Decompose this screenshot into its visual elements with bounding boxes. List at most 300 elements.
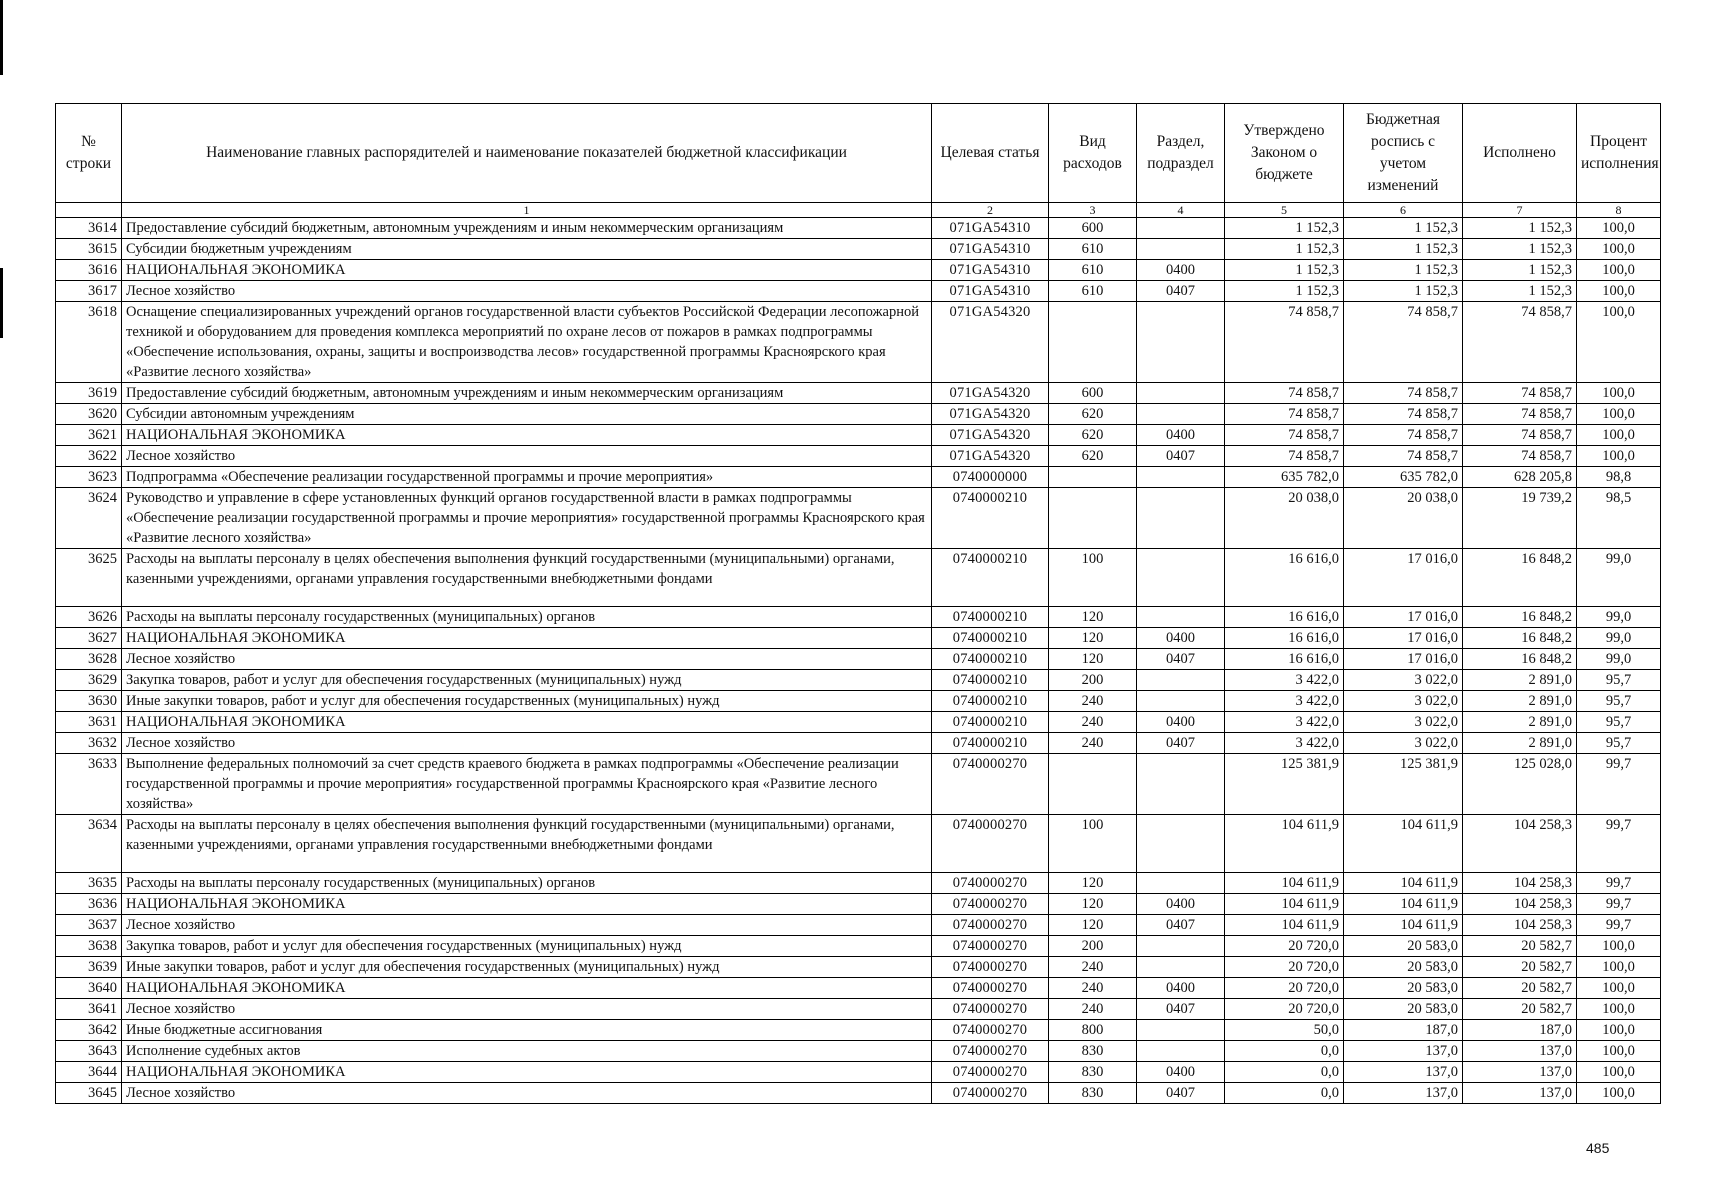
percent-cell: 98,8 xyxy=(1577,467,1661,488)
budget-execution-table xyxy=(55,103,1661,1104)
expense-type-cell: 600 xyxy=(1049,218,1137,239)
budget-amount-cell: 104 611,9 xyxy=(1344,873,1463,894)
budget-amount-cell: 20 583,0 xyxy=(1344,978,1463,999)
executed-amount-cell: 1 152,3 xyxy=(1463,218,1577,239)
table-row xyxy=(56,302,1661,383)
row-name-cell: Лесное хозяйство xyxy=(122,281,932,302)
percent-cell: 100,0 xyxy=(1577,260,1661,281)
executed-amount-cell: 74 858,7 xyxy=(1463,425,1577,446)
table-row xyxy=(56,607,1661,628)
expense-type-cell: 240 xyxy=(1049,712,1137,733)
budget-amount-cell: 137,0 xyxy=(1344,1041,1463,1062)
executed-amount-cell: 104 258,3 xyxy=(1463,894,1577,915)
section-cell xyxy=(1137,488,1225,549)
section-cell: 0400 xyxy=(1137,628,1225,649)
table-body xyxy=(56,218,1661,1104)
target-article-cell: 0740000270 xyxy=(932,1041,1049,1062)
expense-type-cell xyxy=(1049,488,1137,549)
table-row xyxy=(56,754,1661,815)
target-article-cell: 0740000270 xyxy=(932,957,1049,978)
executed-amount-cell: 74 858,7 xyxy=(1463,383,1577,404)
budget-amount-cell: 3 022,0 xyxy=(1344,670,1463,691)
expense-type-cell: 240 xyxy=(1049,957,1137,978)
budget-amount-cell: 74 858,7 xyxy=(1344,383,1463,404)
executed-amount-cell: 16 848,2 xyxy=(1463,628,1577,649)
executed-amount-cell: 187,0 xyxy=(1463,1020,1577,1041)
expense-type-cell: 830 xyxy=(1049,1041,1137,1062)
target-article-cell: 0740000210 xyxy=(932,691,1049,712)
target-article-cell: 0740000210 xyxy=(932,670,1049,691)
budget-amount-cell: 20 583,0 xyxy=(1344,936,1463,957)
executed-amount-cell: 2 891,0 xyxy=(1463,733,1577,754)
executed-amount-cell: 628 205,8 xyxy=(1463,467,1577,488)
row-number-cell: 3629 xyxy=(56,670,122,691)
table-row xyxy=(56,425,1661,446)
expense-type-cell: 120 xyxy=(1049,649,1137,670)
executed-amount-cell: 16 848,2 xyxy=(1463,549,1577,607)
table-row xyxy=(56,446,1661,467)
executed-amount-cell: 74 858,7 xyxy=(1463,302,1577,383)
budget-amount-cell: 3 022,0 xyxy=(1344,691,1463,712)
col-header-executed: Исполнено xyxy=(1463,104,1577,203)
section-cell xyxy=(1137,302,1225,383)
expense-type-cell: 800 xyxy=(1049,1020,1137,1041)
row-name-cell: НАЦИОНАЛЬНАЯ ЭКОНОМИКА xyxy=(122,978,932,999)
approved-amount-cell: 125 381,9 xyxy=(1225,754,1344,815)
section-cell: 0407 xyxy=(1137,649,1225,670)
row-number-cell: 3616 xyxy=(56,260,122,281)
expense-type-cell: 120 xyxy=(1049,873,1137,894)
table-row xyxy=(56,628,1661,649)
column-number-row xyxy=(56,203,1661,218)
table-row xyxy=(56,978,1661,999)
budget-amount-cell: 17 016,0 xyxy=(1344,628,1463,649)
row-name-cell: Предоставление субсидий бюджетным, автономным учреждениям и иным некоммерческим организациям xyxy=(122,218,932,239)
section-cell: 0407 xyxy=(1137,915,1225,936)
target-article-cell: 071GA54320 xyxy=(932,446,1049,467)
expense-type-cell: 120 xyxy=(1049,628,1137,649)
row-number-cell: 3628 xyxy=(56,649,122,670)
table-row xyxy=(56,670,1661,691)
target-article-cell: 071GA54310 xyxy=(932,239,1049,260)
expense-type-cell: 240 xyxy=(1049,978,1137,999)
budget-amount-cell: 17 016,0 xyxy=(1344,607,1463,628)
percent-cell: 95,7 xyxy=(1577,712,1661,733)
percent-cell: 100,0 xyxy=(1577,999,1661,1020)
approved-amount-cell: 20 720,0 xyxy=(1225,978,1344,999)
section-cell: 0407 xyxy=(1137,281,1225,302)
approved-amount-cell: 74 858,7 xyxy=(1225,302,1344,383)
row-number-cell: 3634 xyxy=(56,815,122,873)
row-number-cell: 3617 xyxy=(56,281,122,302)
table-row xyxy=(56,1062,1661,1083)
percent-cell: 100,0 xyxy=(1577,1020,1661,1041)
row-name-cell: Подпрограмма «Обеспечение реализации государственной программы и прочие мероприятия» xyxy=(122,467,932,488)
approved-amount-cell: 20 720,0 xyxy=(1225,936,1344,957)
approved-amount-cell: 0,0 xyxy=(1225,1083,1344,1104)
percent-cell: 99,0 xyxy=(1577,607,1661,628)
expense-type-cell: 610 xyxy=(1049,239,1137,260)
section-cell xyxy=(1137,218,1225,239)
executed-amount-cell: 1 152,3 xyxy=(1463,260,1577,281)
section-cell xyxy=(1137,936,1225,957)
percent-cell: 100,0 xyxy=(1577,218,1661,239)
row-name-cell: Закупка товаров, работ и услуг для обеспечения государственных (муниципальных) нужд xyxy=(122,936,932,957)
executed-amount-cell: 104 258,3 xyxy=(1463,815,1577,873)
percent-cell: 100,0 xyxy=(1577,1062,1661,1083)
column-number: 3 xyxy=(1049,203,1137,218)
row-number-cell: 3644 xyxy=(56,1062,122,1083)
row-number-cell: 3635 xyxy=(56,873,122,894)
row-number-cell: 3621 xyxy=(56,425,122,446)
table-row xyxy=(56,733,1661,754)
target-article-cell: 0740000210 xyxy=(932,488,1049,549)
table-row xyxy=(56,649,1661,670)
budget-amount-cell: 3 022,0 xyxy=(1344,712,1463,733)
expense-type-cell: 620 xyxy=(1049,425,1137,446)
percent-cell: 95,7 xyxy=(1577,691,1661,712)
page-number: 485 xyxy=(1586,1140,1610,1156)
section-cell: 0400 xyxy=(1137,894,1225,915)
target-article-cell: 071GA54310 xyxy=(932,281,1049,302)
section-cell xyxy=(1137,670,1225,691)
expense-type-cell: 620 xyxy=(1049,446,1137,467)
row-name-cell: Оснащение специализированных учреждений органов государственной власти субъектов Российской Федерации лесопожарной техникой и оборудованием для проведения комплекса мероприятий по охране лесов от пожаров в рамках подпрограммы «Обеспечение использования, охраны, защиты и воспроизводства лесов» государственной программы Красноярского края «Развитие лесного хозяйства» xyxy=(122,302,932,383)
table-row xyxy=(56,1041,1661,1062)
percent-cell: 100,0 xyxy=(1577,978,1661,999)
row-name-cell: Предоставление субсидий бюджетным, автономным учреждениям и иным некоммерческим организациям xyxy=(122,383,932,404)
table-row xyxy=(56,488,1661,549)
col-header-row-number: № строки xyxy=(56,104,122,203)
expense-type-cell: 100 xyxy=(1049,815,1137,873)
expense-type-cell: 620 xyxy=(1049,404,1137,425)
expense-type-cell: 830 xyxy=(1049,1062,1137,1083)
target-article-cell: 071GA54320 xyxy=(932,425,1049,446)
table-row xyxy=(56,936,1661,957)
row-number-cell: 3641 xyxy=(56,999,122,1020)
target-article-cell: 0740000270 xyxy=(932,999,1049,1020)
section-cell: 0407 xyxy=(1137,446,1225,467)
target-article-cell: 0740000210 xyxy=(932,712,1049,733)
percent-cell: 99,7 xyxy=(1577,815,1661,873)
target-article-cell: 071GA54310 xyxy=(932,218,1049,239)
target-article-cell: 071GA54320 xyxy=(932,404,1049,425)
section-cell: 0400 xyxy=(1137,1062,1225,1083)
budget-amount-cell: 1 152,3 xyxy=(1344,281,1463,302)
table-row xyxy=(56,957,1661,978)
approved-amount-cell: 74 858,7 xyxy=(1225,404,1344,425)
budget-amount-cell: 104 611,9 xyxy=(1344,894,1463,915)
executed-amount-cell: 20 582,7 xyxy=(1463,978,1577,999)
column-number: 4 xyxy=(1137,203,1225,218)
row-name-cell: Субсидии автономным учреждениям xyxy=(122,404,932,425)
percent-cell: 99,7 xyxy=(1577,915,1661,936)
target-article-cell: 0740000270 xyxy=(932,1020,1049,1041)
expense-type-cell: 610 xyxy=(1049,260,1137,281)
row-number-cell: 3626 xyxy=(56,607,122,628)
col-header-approved: Утверждено Законом о бюджете xyxy=(1225,104,1344,203)
row-number-cell: 3633 xyxy=(56,754,122,815)
budget-amount-cell: 1 152,3 xyxy=(1344,218,1463,239)
row-name-cell: Расходы на выплаты персоналу государственных (муниципальных) органов xyxy=(122,873,932,894)
row-name-cell: НАЦИОНАЛЬНАЯ ЭКОНОМИКА xyxy=(122,425,932,446)
approved-amount-cell: 74 858,7 xyxy=(1225,383,1344,404)
table-row xyxy=(56,1020,1661,1041)
table-row xyxy=(56,549,1661,607)
section-cell: 0400 xyxy=(1137,425,1225,446)
row-name-cell: НАЦИОНАЛЬНАЯ ЭКОНОМИКА xyxy=(122,1062,932,1083)
percent-cell: 100,0 xyxy=(1577,1041,1661,1062)
target-article-cell: 0740000210 xyxy=(932,549,1049,607)
executed-amount-cell: 125 028,0 xyxy=(1463,754,1577,815)
executed-amount-cell: 2 891,0 xyxy=(1463,670,1577,691)
section-cell xyxy=(1137,1041,1225,1062)
approved-amount-cell: 16 616,0 xyxy=(1225,628,1344,649)
row-name-cell: Иные закупки товаров, работ и услуг для обеспечения государственных (муниципальных) нужд xyxy=(122,957,932,978)
expense-type-cell: 200 xyxy=(1049,670,1137,691)
budget-amount-cell: 17 016,0 xyxy=(1344,649,1463,670)
approved-amount-cell: 16 616,0 xyxy=(1225,607,1344,628)
table-row xyxy=(56,999,1661,1020)
approved-amount-cell: 20 038,0 xyxy=(1225,488,1344,549)
target-article-cell: 0740000270 xyxy=(932,978,1049,999)
table-row xyxy=(56,281,1661,302)
executed-amount-cell: 16 848,2 xyxy=(1463,649,1577,670)
approved-amount-cell: 1 152,3 xyxy=(1225,239,1344,260)
column-number: 1 xyxy=(122,203,932,218)
expense-type-cell xyxy=(1049,467,1137,488)
budget-amount-cell: 125 381,9 xyxy=(1344,754,1463,815)
col-header-expense-type: Вид расходов xyxy=(1049,104,1137,203)
row-name-cell: Лесное хозяйство xyxy=(122,1083,932,1104)
row-name-cell: Иные закупки товаров, работ и услуг для обеспечения государственных (муниципальных) нужд xyxy=(122,691,932,712)
row-number-cell: 3637 xyxy=(56,915,122,936)
percent-cell: 98,5 xyxy=(1577,488,1661,549)
row-number-cell: 3624 xyxy=(56,488,122,549)
executed-amount-cell: 2 891,0 xyxy=(1463,712,1577,733)
table-row xyxy=(56,815,1661,873)
row-number-cell: 3632 xyxy=(56,733,122,754)
target-article-cell: 0740000210 xyxy=(932,649,1049,670)
column-number: 5 xyxy=(1225,203,1344,218)
col-header-name: Наименование главных распорядителей и наименование показателей бюджетной классификации xyxy=(122,104,932,203)
scan-edge-mark xyxy=(0,268,3,338)
expense-type-cell: 610 xyxy=(1049,281,1137,302)
target-article-cell: 0740000210 xyxy=(932,733,1049,754)
percent-cell: 100,0 xyxy=(1577,957,1661,978)
expense-type-cell: 240 xyxy=(1049,691,1137,712)
col-header-target-article: Целевая статья xyxy=(932,104,1049,203)
approved-amount-cell: 1 152,3 xyxy=(1225,218,1344,239)
percent-cell: 95,7 xyxy=(1577,733,1661,754)
row-name-cell: НАЦИОНАЛЬНАЯ ЭКОНОМИКА xyxy=(122,712,932,733)
column-number: 2 xyxy=(932,203,1049,218)
approved-amount-cell: 0,0 xyxy=(1225,1041,1344,1062)
target-article-cell: 0740000270 xyxy=(932,873,1049,894)
section-cell xyxy=(1137,383,1225,404)
section-cell xyxy=(1137,1020,1225,1041)
budget-amount-cell: 104 611,9 xyxy=(1344,915,1463,936)
expense-type-cell: 120 xyxy=(1049,607,1137,628)
executed-amount-cell: 104 258,3 xyxy=(1463,873,1577,894)
approved-amount-cell: 20 720,0 xyxy=(1225,999,1344,1020)
percent-cell: 100,0 xyxy=(1577,936,1661,957)
scan-edge-mark xyxy=(0,0,3,75)
executed-amount-cell: 20 582,7 xyxy=(1463,957,1577,978)
percent-cell: 100,0 xyxy=(1577,302,1661,383)
section-cell xyxy=(1137,691,1225,712)
approved-amount-cell: 104 611,9 xyxy=(1225,894,1344,915)
table-row xyxy=(56,915,1661,936)
budget-amount-cell: 74 858,7 xyxy=(1344,302,1463,383)
budget-amount-cell: 74 858,7 xyxy=(1344,404,1463,425)
table-row xyxy=(56,383,1661,404)
executed-amount-cell: 20 582,7 xyxy=(1463,999,1577,1020)
approved-amount-cell: 16 616,0 xyxy=(1225,549,1344,607)
executed-amount-cell: 16 848,2 xyxy=(1463,607,1577,628)
budget-amount-cell: 3 022,0 xyxy=(1344,733,1463,754)
budget-amount-cell: 187,0 xyxy=(1344,1020,1463,1041)
executed-amount-cell: 137,0 xyxy=(1463,1041,1577,1062)
expense-type-cell: 100 xyxy=(1049,549,1137,607)
budget-amount-cell: 74 858,7 xyxy=(1344,425,1463,446)
approved-amount-cell: 1 152,3 xyxy=(1225,281,1344,302)
section-cell xyxy=(1137,239,1225,260)
row-number-cell: 3638 xyxy=(56,936,122,957)
section-cell xyxy=(1137,815,1225,873)
target-article-cell: 0740000270 xyxy=(932,1083,1049,1104)
expense-type-cell: 600 xyxy=(1049,383,1137,404)
row-number-cell: 3645 xyxy=(56,1083,122,1104)
row-name-cell: Лесное хозяйство xyxy=(122,915,932,936)
row-name-cell: Субсидии бюджетным учреждениям xyxy=(122,239,932,260)
row-name-cell: Лесное хозяйство xyxy=(122,733,932,754)
expense-type-cell: 240 xyxy=(1049,999,1137,1020)
percent-cell: 99,0 xyxy=(1577,649,1661,670)
row-name-cell: НАЦИОНАЛЬНАЯ ЭКОНОМИКА xyxy=(122,894,932,915)
budget-amount-cell: 20 583,0 xyxy=(1344,957,1463,978)
row-name-cell: Выполнение федеральных полномочий за счет средств краевого бюджета в рамках подпрограммы «Обеспечение реализации государственной программы и прочие мероприятия» государственной программы Красноярского края «Развитие лесного хозяйства» xyxy=(122,754,932,815)
expense-type-cell: 120 xyxy=(1049,915,1137,936)
approved-amount-cell: 635 782,0 xyxy=(1225,467,1344,488)
budget-amount-cell: 137,0 xyxy=(1344,1083,1463,1104)
percent-cell: 100,0 xyxy=(1577,425,1661,446)
row-name-cell: Лесное хозяйство xyxy=(122,446,932,467)
section-cell xyxy=(1137,607,1225,628)
budget-amount-cell: 20 583,0 xyxy=(1344,999,1463,1020)
percent-cell: 99,0 xyxy=(1577,628,1661,649)
section-cell xyxy=(1137,873,1225,894)
section-cell xyxy=(1137,467,1225,488)
row-number-cell: 3636 xyxy=(56,894,122,915)
budget-amount-cell: 74 858,7 xyxy=(1344,446,1463,467)
table-row xyxy=(56,691,1661,712)
section-cell: 0407 xyxy=(1137,733,1225,754)
row-name-cell: Лесное хозяйство xyxy=(122,999,932,1020)
row-number-cell: 3622 xyxy=(56,446,122,467)
header-row xyxy=(56,104,1661,203)
percent-cell: 99,7 xyxy=(1577,754,1661,815)
executed-amount-cell: 20 582,7 xyxy=(1463,936,1577,957)
table-row xyxy=(56,873,1661,894)
approved-amount-cell: 16 616,0 xyxy=(1225,649,1344,670)
target-article-cell: 0740000000 xyxy=(932,467,1049,488)
row-name-cell: Расходы на выплаты персоналу в целях обеспечения выполнения функций государственными (муниципальными) органами, казенными учреждениями, органами управления государственными внебюджетными фондами xyxy=(122,549,932,607)
table-row xyxy=(56,239,1661,260)
budget-amount-cell: 1 152,3 xyxy=(1344,239,1463,260)
approved-amount-cell: 74 858,7 xyxy=(1225,425,1344,446)
approved-amount-cell: 1 152,3 xyxy=(1225,260,1344,281)
section-cell xyxy=(1137,404,1225,425)
row-name-cell: НАЦИОНАЛЬНАЯ ЭКОНОМИКА xyxy=(122,260,932,281)
target-article-cell: 071GA54310 xyxy=(932,260,1049,281)
expense-type-cell: 120 xyxy=(1049,894,1137,915)
target-article-cell: 0740000270 xyxy=(932,1062,1049,1083)
target-article-cell: 071GA54320 xyxy=(932,302,1049,383)
executed-amount-cell: 137,0 xyxy=(1463,1083,1577,1104)
section-cell: 0400 xyxy=(1137,260,1225,281)
approved-amount-cell: 104 611,9 xyxy=(1225,815,1344,873)
approved-amount-cell: 0,0 xyxy=(1225,1062,1344,1083)
approved-amount-cell: 3 422,0 xyxy=(1225,670,1344,691)
row-number-cell: 3639 xyxy=(56,957,122,978)
target-article-cell: 0740000270 xyxy=(932,915,1049,936)
row-name-cell: Лесное хозяйство xyxy=(122,649,932,670)
target-article-cell: 0740000270 xyxy=(932,936,1049,957)
approved-amount-cell: 20 720,0 xyxy=(1225,957,1344,978)
row-name-cell: Расходы на выплаты персоналу государственных (муниципальных) органов xyxy=(122,607,932,628)
row-number-cell: 3642 xyxy=(56,1020,122,1041)
budget-amount-cell: 20 038,0 xyxy=(1344,488,1463,549)
row-number-cell: 3614 xyxy=(56,218,122,239)
row-number-cell: 3619 xyxy=(56,383,122,404)
table-row xyxy=(56,712,1661,733)
row-number-cell: 3643 xyxy=(56,1041,122,1062)
column-number: 7 xyxy=(1463,203,1577,218)
row-number-cell: 3620 xyxy=(56,404,122,425)
approved-amount-cell: 3 422,0 xyxy=(1225,733,1344,754)
target-article-cell: 0740000210 xyxy=(932,607,1049,628)
approved-amount-cell: 74 858,7 xyxy=(1225,446,1344,467)
table-row xyxy=(56,404,1661,425)
expense-type-cell: 240 xyxy=(1049,733,1137,754)
percent-cell: 100,0 xyxy=(1577,404,1661,425)
approved-amount-cell: 3 422,0 xyxy=(1225,691,1344,712)
percent-cell: 95,7 xyxy=(1577,670,1661,691)
executed-amount-cell: 1 152,3 xyxy=(1463,281,1577,302)
percent-cell: 100,0 xyxy=(1577,1083,1661,1104)
row-number-cell: 3615 xyxy=(56,239,122,260)
row-number-cell: 3618 xyxy=(56,302,122,383)
percent-cell: 100,0 xyxy=(1577,383,1661,404)
percent-cell: 100,0 xyxy=(1577,281,1661,302)
column-number: 8 xyxy=(1577,203,1661,218)
executed-amount-cell: 19 739,2 xyxy=(1463,488,1577,549)
approved-amount-cell: 3 422,0 xyxy=(1225,712,1344,733)
column-number: 6 xyxy=(1344,203,1463,218)
approved-amount-cell: 104 611,9 xyxy=(1225,915,1344,936)
executed-amount-cell: 104 258,3 xyxy=(1463,915,1577,936)
budget-amount-cell: 137,0 xyxy=(1344,1062,1463,1083)
executed-amount-cell: 74 858,7 xyxy=(1463,404,1577,425)
table-row xyxy=(56,467,1661,488)
section-cell: 0400 xyxy=(1137,978,1225,999)
section-cell xyxy=(1137,754,1225,815)
approved-amount-cell: 104 611,9 xyxy=(1225,873,1344,894)
col-header-budget-schedule: Бюджетная роспись с учетом изменений xyxy=(1344,104,1463,203)
target-article-cell: 0740000210 xyxy=(932,628,1049,649)
target-article-cell: 0740000270 xyxy=(932,815,1049,873)
